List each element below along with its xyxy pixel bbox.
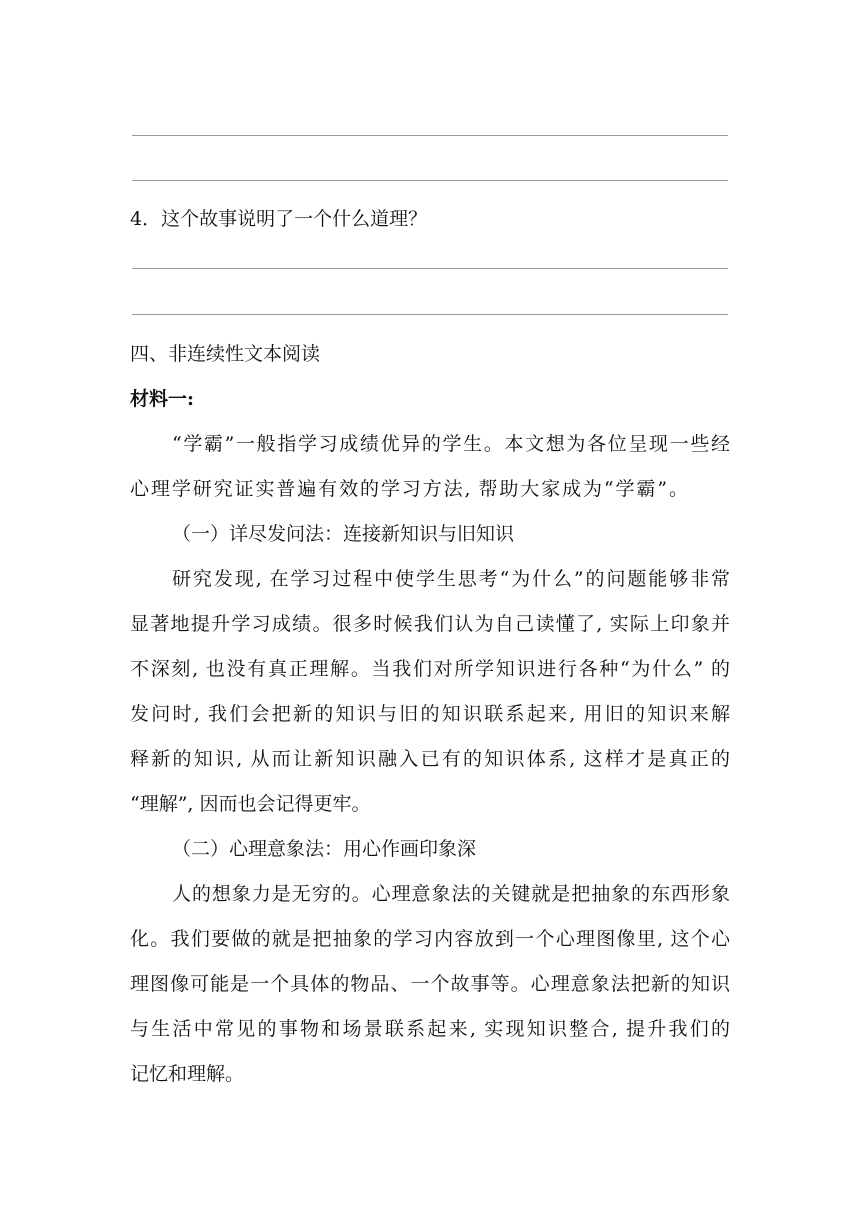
para2-line: 与生活中常见的事物和场景联系起来, 实现知识整合, 提升我们的 [130,1018,730,1040]
para2-line: 化。我们要做的就是把抽象的学习内容放到一个心理图像里, 这个心 [130,928,730,950]
answer-line [132,180,728,181]
section-title: 四、非连续性文本阅读 [130,343,321,365]
material-label: 材料一: [130,388,195,410]
para1-line: 不深刻, 也没有真正理解。当我们对所学知识进行各种“为什么” 的 [130,658,730,680]
answer-line [132,268,728,269]
para1-line: “理解”, 因而也会记得更牢。 [130,793,371,815]
para2-line: 记忆和理解。 [130,1063,245,1085]
answer-line [132,314,728,315]
answer-line [132,135,728,136]
para2-line: 人的想象力是无穷的。心理意象法的关键就是把抽象的东西形象 [172,883,730,905]
para1-line: 研究发现, 在学习过程中使学生思考“为什么”的问题能够非常 [172,568,730,590]
intro-line: “学霸”一般指学习成绩优异的学生。本文想为各位呈现一些经 [172,433,730,455]
heading-1: （一）详尽发问法：连接新知识与旧知识 [172,523,515,545]
heading-2: （二）心理意象法：用心作画印象深 [172,838,477,860]
para1-line: 发问时, 我们会把新的知识与旧的知识联系起来, 用旧的知识来解 [130,703,730,725]
para1-line: 释新的知识, 从而让新知识融入已有的知识体系, 这样才是真正的 [130,748,730,770]
question-4: 4．这个故事说明了一个什么道理？ [130,208,428,230]
para2-line: 理图像可能是一个具体的物品、一个故事等。心理意象法把新的知识 [130,973,730,995]
para1-line: 显著地提升学习成绩。很多时候我们认为自己读懂了, 实际上印象并 [130,613,730,635]
intro-line: 心理学研究证实普遍有效的学习方法, 帮助大家成为“学霸”。 [130,478,688,500]
